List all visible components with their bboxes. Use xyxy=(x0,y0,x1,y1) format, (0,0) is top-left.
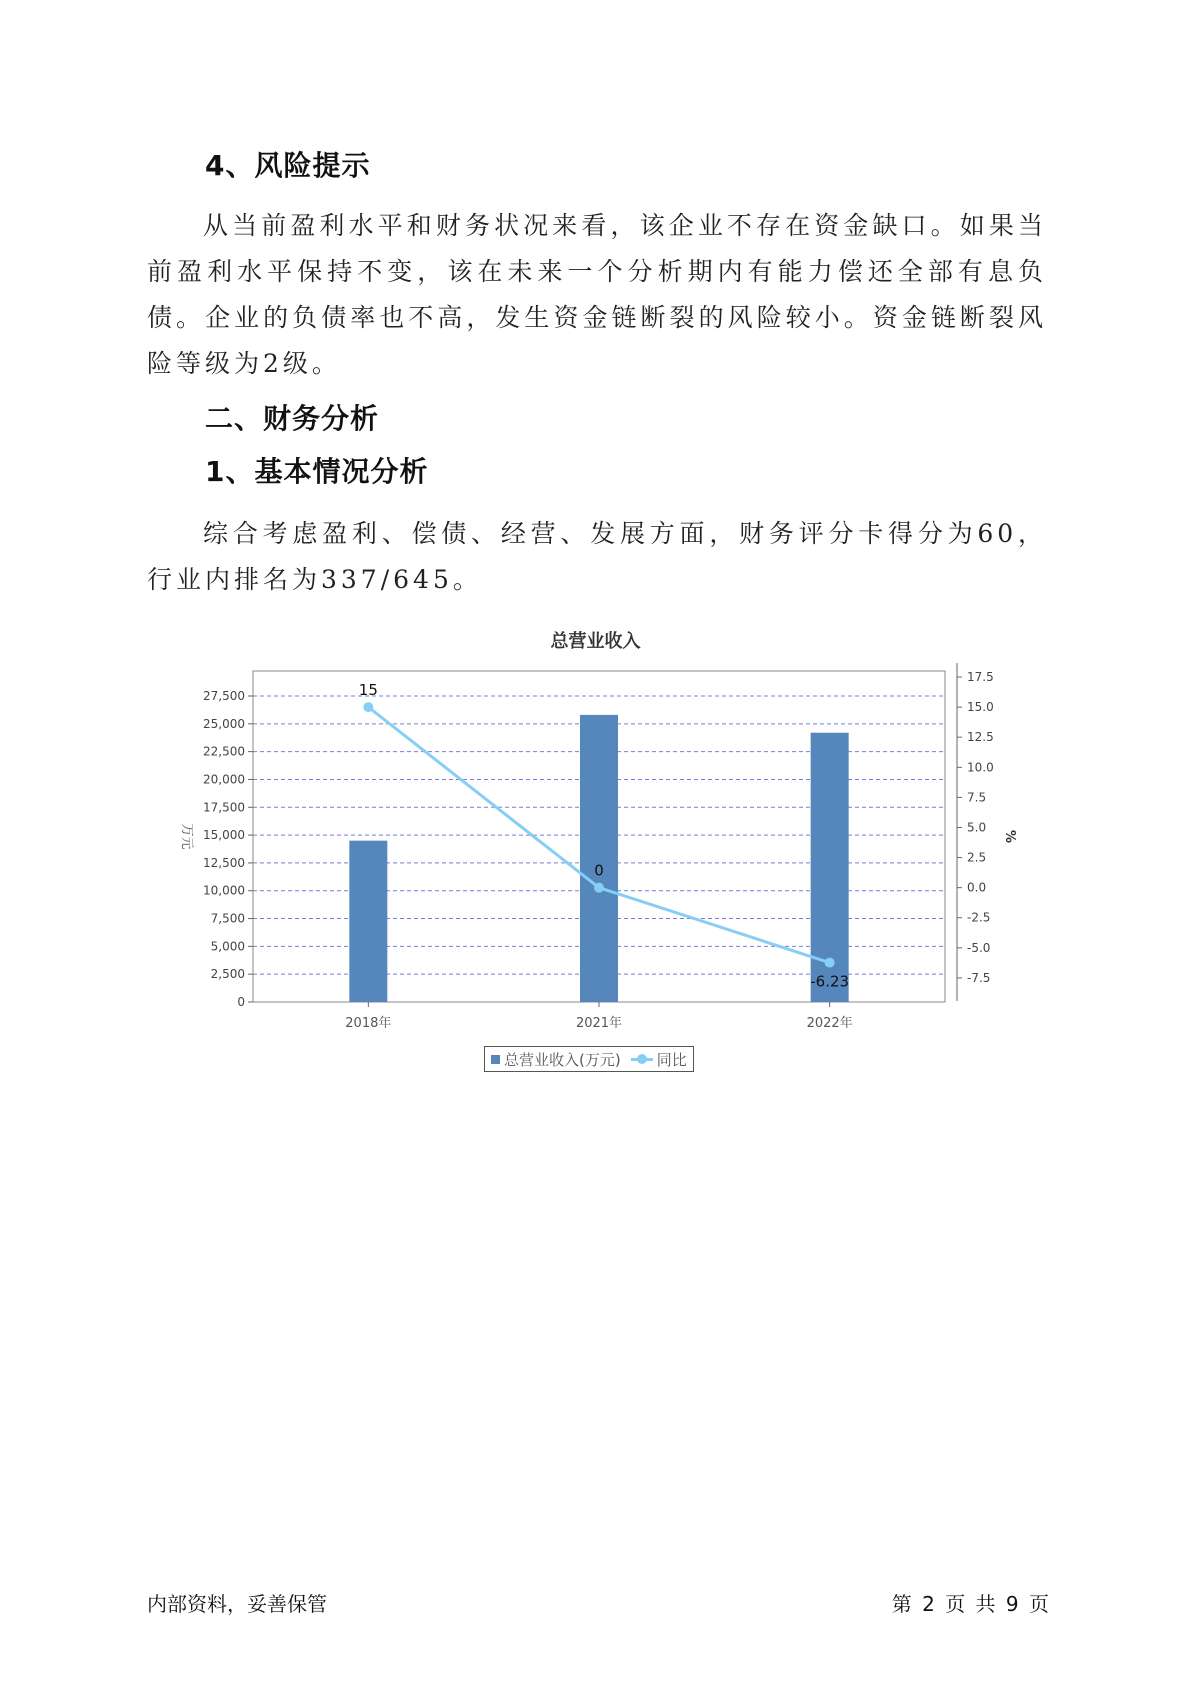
y-tick-label: 20,000 xyxy=(203,772,245,787)
yoy-data-label: 15 xyxy=(358,681,378,700)
risk-paragraph: 从当前盈利水平和财务状况来看，该企业不存在资金缺口。如果当前盈利水平保持不变，该在未来一个分析期内有能力偿还全部有息负债。企业的负债率也不高，发生资金链断裂的风险较小。资金链断裂风险等级为2级。 xyxy=(147,211,1047,378)
legend-bar-swatch xyxy=(491,1055,500,1064)
y-right-tick-label: 12.5 xyxy=(967,730,994,745)
y-right-tick-label: 10.0 xyxy=(967,760,994,775)
footer-note: 内部资料，妥善保管 xyxy=(147,1592,327,1616)
yoy-point xyxy=(594,883,604,893)
yoy-data-label: -6.23 xyxy=(810,972,850,991)
bar xyxy=(580,715,618,1002)
yoy-point xyxy=(825,958,835,968)
y-axis-title: 万元 xyxy=(179,823,194,850)
y-tick-label: 7,500 xyxy=(210,911,245,926)
finance-heading: 二、财务分析 xyxy=(205,402,380,435)
basic-analysis-paragraph: 综合考虑盈利、偿债、经营、发展方面，财务评分卡得分为60，行业内排名为337/645。 xyxy=(147,519,1047,594)
yoy-point xyxy=(363,702,373,712)
bar xyxy=(349,841,387,1002)
y-tick-label: 10,000 xyxy=(203,883,245,898)
x-tick-label: 2018年 xyxy=(345,1016,392,1031)
y-tick-label: 12,500 xyxy=(203,855,245,870)
y-tick-label: 22,500 xyxy=(203,744,245,759)
y-right-axis-title: % xyxy=(1002,829,1017,844)
y-right-tick-label: -2.5 xyxy=(967,910,991,925)
y-right-tick-label: 15.0 xyxy=(967,700,994,715)
y-tick-label: 5,000 xyxy=(210,939,245,954)
y-right-tick-label: 17.5 xyxy=(967,670,994,685)
basic-analysis-heading: 1、基本情况分析 xyxy=(205,455,429,488)
risk-heading: 4、风险提示 xyxy=(205,149,371,182)
y-tick-label: 0 xyxy=(237,995,245,1009)
y-right-tick-label: -7.5 xyxy=(967,970,991,985)
x-tick-label: 2021年 xyxy=(575,1016,623,1031)
y-right-tick-label: 5.0 xyxy=(967,820,987,835)
page-number: 第 2 页 共 9 页 xyxy=(891,1592,1051,1616)
y-right-tick-label: 2.5 xyxy=(967,850,987,865)
y-right-tick-label: 0.0 xyxy=(967,880,987,895)
y-tick-label: 25,000 xyxy=(203,716,245,731)
y-tick-label: 15,000 xyxy=(203,828,245,843)
y-right-tick-label: -5.0 xyxy=(967,940,991,955)
y-tick-label: 27,500 xyxy=(203,689,245,703)
legend-line-swatch xyxy=(631,1053,653,1065)
y-tick-label: 2,500 xyxy=(210,967,245,982)
x-tick-label: 2022年 xyxy=(806,1016,853,1031)
y-right-tick-label: 7.5 xyxy=(967,790,987,805)
yoy-data-label: 0 xyxy=(594,861,604,880)
chart-legend xyxy=(484,1046,694,1072)
legend-bar-label: 总营业收入(万元) xyxy=(504,1050,621,1069)
chart-title: 总营业收入 xyxy=(550,631,641,652)
y-tick-label: 17,500 xyxy=(203,800,245,815)
legend-line-label: 同比 xyxy=(656,1050,687,1069)
